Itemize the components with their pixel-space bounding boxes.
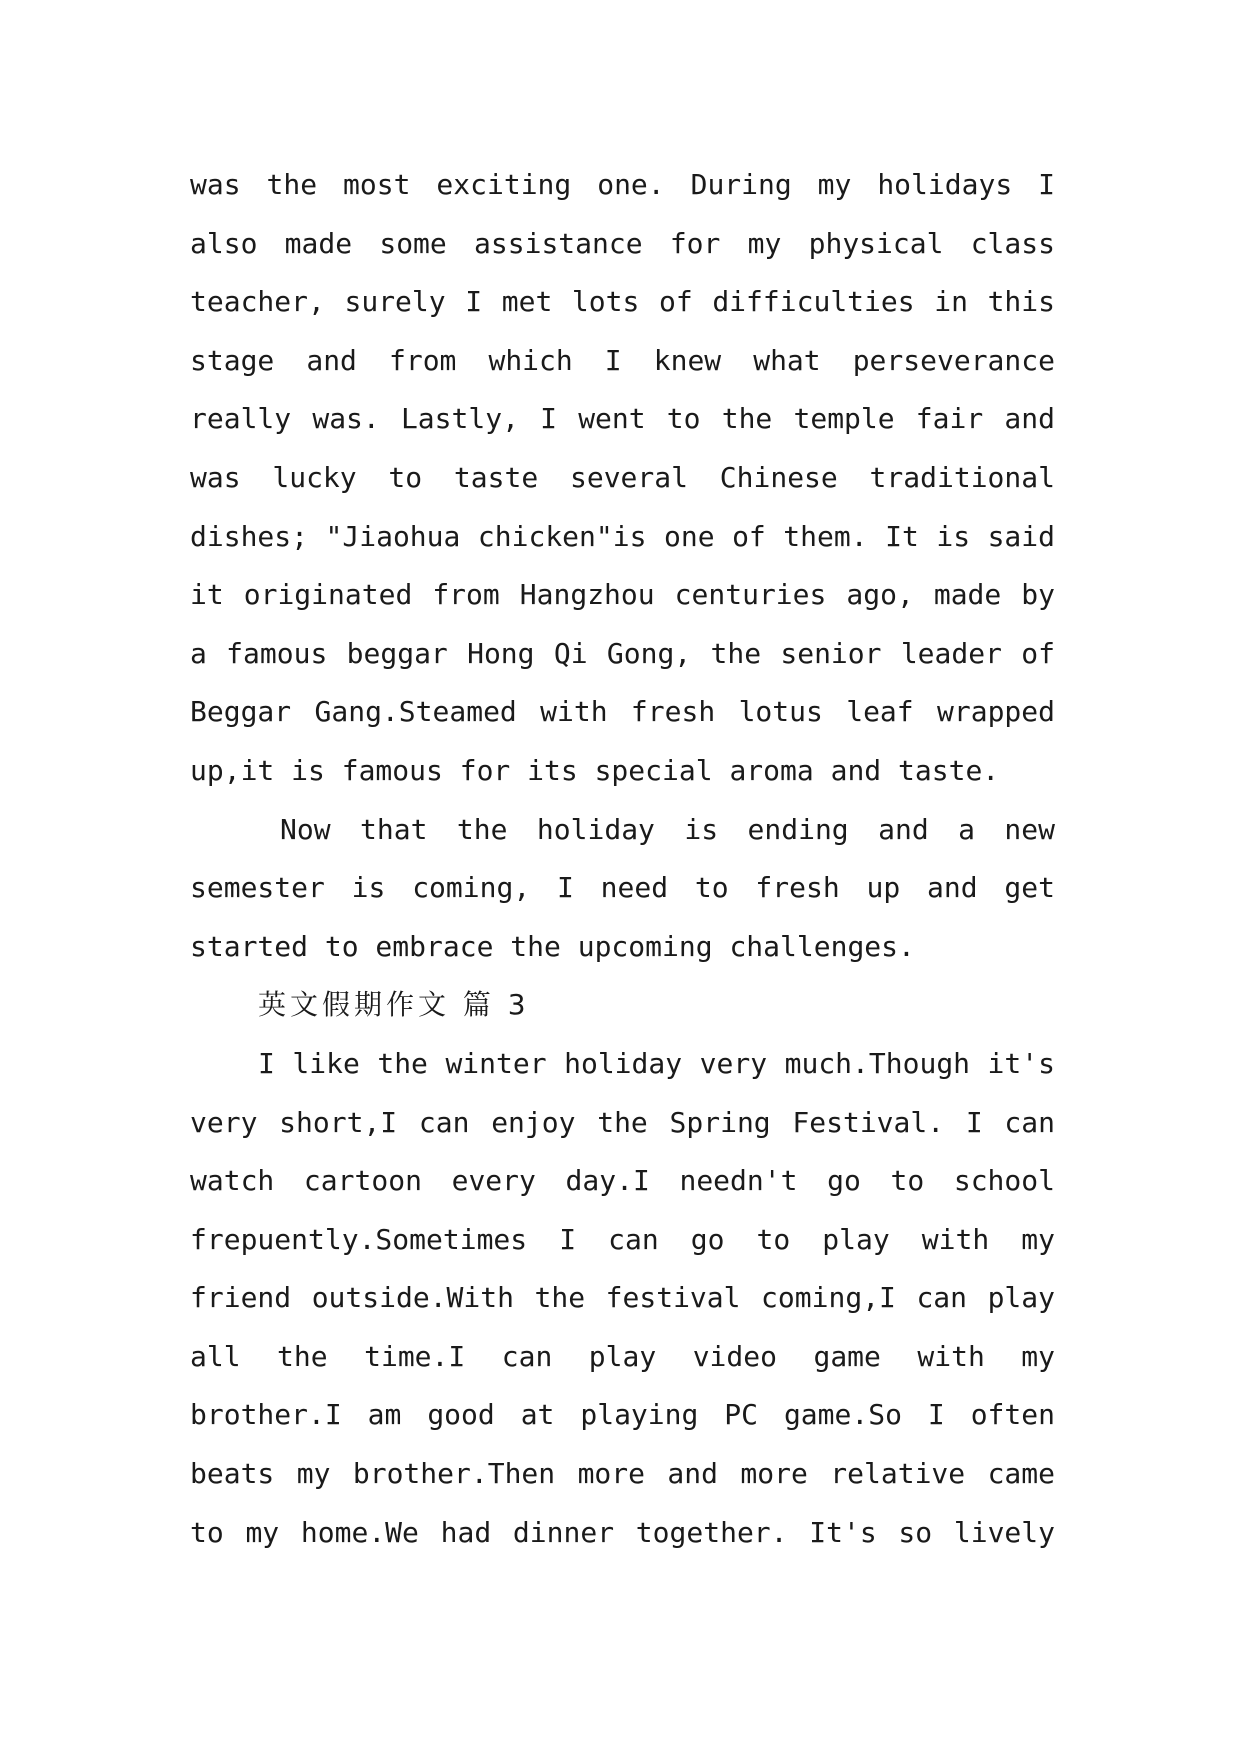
text-line: friend outside.With the festival coming,I can play (190, 1281, 1055, 1315)
paragraph-new-semester (190, 801, 1055, 977)
text-line: up,it is famous for its special aroma and taste. (190, 753, 1000, 787)
text-line: dishes; "Jiaohua chicken"is one of them. It is said (190, 519, 1055, 553)
text-line: it originated from Hangzhou centuries ago, made by (190, 578, 1055, 612)
text-line: teacher, surely I met lots of difficulties in this (190, 285, 1055, 319)
text-line: frepuently.Sometimes I can go to play with my (190, 1222, 1055, 1256)
text-line: I like the winter holiday very much.Though it's (258, 1046, 1055, 1080)
text-line: watch cartoon every day.I needn't go to school (190, 1164, 1055, 1198)
text-line: all the time.I can play video game with my (190, 1339, 1055, 1373)
text-line: was the most exciting one. During my holidays I (190, 168, 1055, 201)
paragraph-holiday-experiences (190, 156, 1055, 801)
paragraph-winter-holiday (190, 1035, 1055, 1562)
text-line: also made some assistance for my physical class (190, 226, 1055, 260)
text-line: Beggar Gang.Steamed with fresh lotus leaf wrapped (190, 695, 1055, 729)
text-line: brother.I am good at playing PC game.So I often (190, 1398, 1055, 1432)
text-line: semester is coming, I need to fresh up and get (190, 871, 1055, 905)
text-line: started to embrace the upcoming challenges. (190, 929, 915, 963)
text-line: stage and from which I knew what perseverance (190, 343, 1055, 377)
text-line: was lucky to taste several Chinese traditional (190, 460, 1055, 494)
text-line: a famous beggar Hong Qi Gong, the senior leader of (190, 636, 1055, 670)
section-heading: 英文假期作文 篇 3 (258, 988, 530, 1022)
text-line: Now that the holiday is ending and a new (280, 812, 1055, 846)
text-line: very short,I can enjoy the Spring Festival. I can (190, 1105, 1055, 1139)
text-line: really was. Lastly, I went to the temple fair and (190, 402, 1055, 436)
text-line: to my home.We had dinner together. It's so lively (190, 1515, 1055, 1549)
text-line: beats my brother.Then more and more relative came (190, 1457, 1055, 1491)
document-body (190, 156, 1055, 1562)
